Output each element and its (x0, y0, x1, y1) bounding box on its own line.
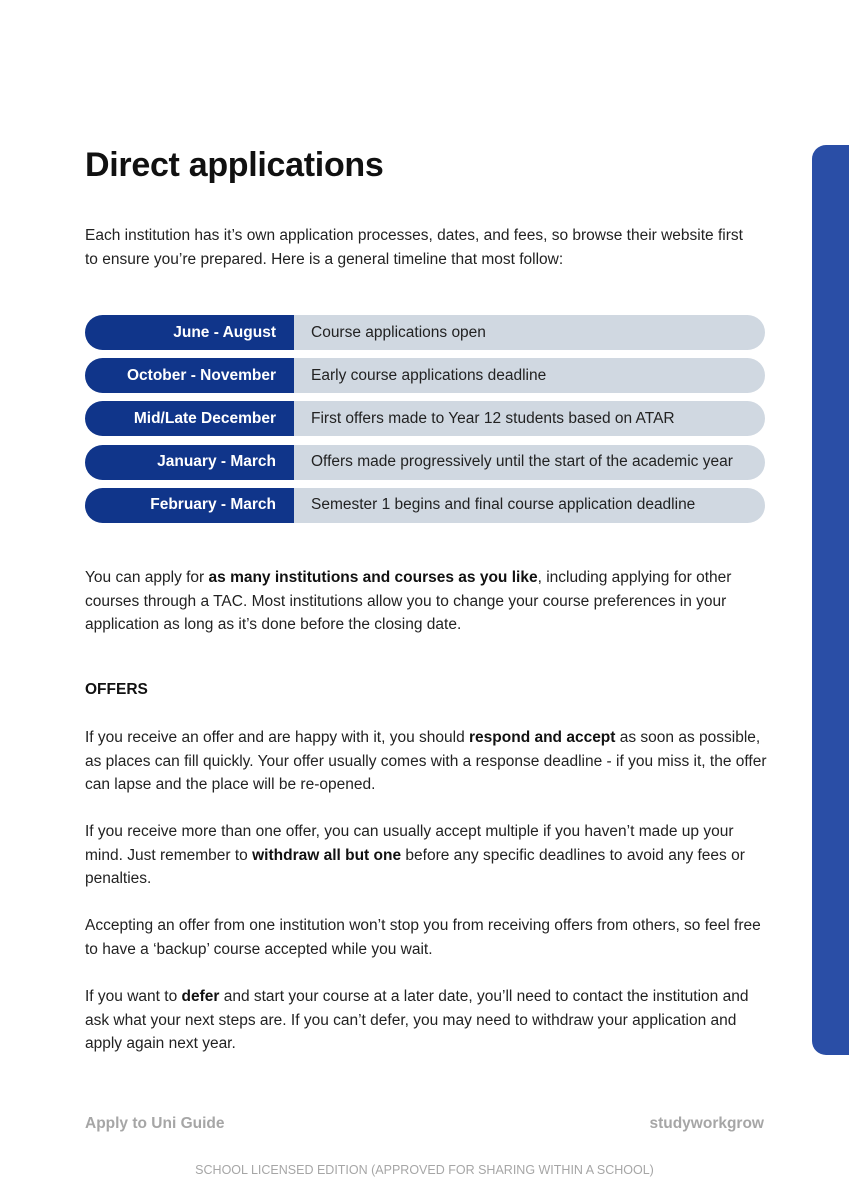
offers-paragraph-3: Accepting an offer from one institution won’t stop you from receiving offers from others, so feel free to have a ‘backup’ course accepted while you wait. (85, 917, 761, 958)
offers-p4-pre: If you want to (85, 988, 182, 1005)
timeline-row (85, 445, 765, 480)
intro-paragraph (85, 224, 775, 271)
timeline-period: February - March (85, 488, 294, 523)
offers-paragraph-4 (85, 985, 775, 1056)
timeline-row (85, 401, 765, 436)
offers-paragraph-2 (85, 820, 775, 891)
timeline-period: June - August (85, 315, 294, 350)
timeline-period: January - March (85, 445, 294, 480)
page-title: Direct applications (85, 146, 384, 184)
offers-p2-post: before any specific deadlines to avoid any fees or penalties. (85, 846, 745, 887)
offers-p1-bold: respond and accept (469, 729, 616, 746)
offers-p2-pre: If you receive more than one offer, you can usually accept multiple if you haven’t made up your mind. Just remember to (85, 823, 734, 864)
offers-p4-bold: defer (181, 988, 220, 1005)
offers-paragraph-1 (85, 726, 775, 797)
offers-p4-post: and start your course at a later date, you’ll need to contact the institution and ask what your next steps are. If you can’t defer, you may need to withdraw your application and apply again next year. (85, 988, 749, 1052)
apply-paragraph (85, 566, 775, 637)
license-notice: SCHOOL LICENSED EDITION (APPROVED FOR SHARING WITHIN A SCHOOL) (195, 1163, 654, 1177)
intro-line-2: to ensure you’re prepared. Here is a general timeline that most follow: (85, 250, 564, 268)
timeline-event: Offers made progressively until the start of the academic year (294, 445, 765, 480)
timeline-event: Semester 1 begins and final course application deadline (294, 488, 765, 523)
timeline-row (85, 488, 765, 523)
offers-p1-post: as soon as possible, as places can fill quickly. Your offer usually comes with a response deadline - if you miss it, the offer can lapse and the place will be re-opened. (85, 729, 767, 793)
apply-text-bold: as many institutions and courses as you like (208, 569, 538, 586)
side-tab-decoration (812, 145, 849, 1055)
offers-p2-bold: withdraw all but one (252, 846, 402, 864)
timeline-period: Mid/Late December (85, 401, 294, 436)
apply-text-pre: You can apply for (85, 569, 209, 586)
apply-text-post: , including applying for other courses through a TAC. Most institutions allow you to change your course preferences in your application as long as it’s done before the closing date. (85, 569, 732, 633)
timeline (85, 315, 765, 531)
offers-heading: OFFERS (85, 681, 148, 698)
timeline-row (85, 358, 765, 393)
timeline-event: Early course applications deadline (294, 358, 765, 393)
timeline-period: October - November (85, 358, 294, 393)
intro-line-1: Each institution has it’s own application processes, dates, and fees, so browse their website first (85, 227, 743, 244)
footer-guide-title: Apply to Uni Guide (85, 1115, 225, 1132)
offers-p1-pre: If you receive an offer and are happy with it, you should (85, 729, 470, 746)
timeline-event: Course applications open (294, 315, 765, 350)
footer-brand: studyworkgrow (649, 1115, 764, 1132)
timeline-event: First offers made to Year 12 students based on ATAR (294, 401, 765, 436)
timeline-row (85, 315, 765, 350)
